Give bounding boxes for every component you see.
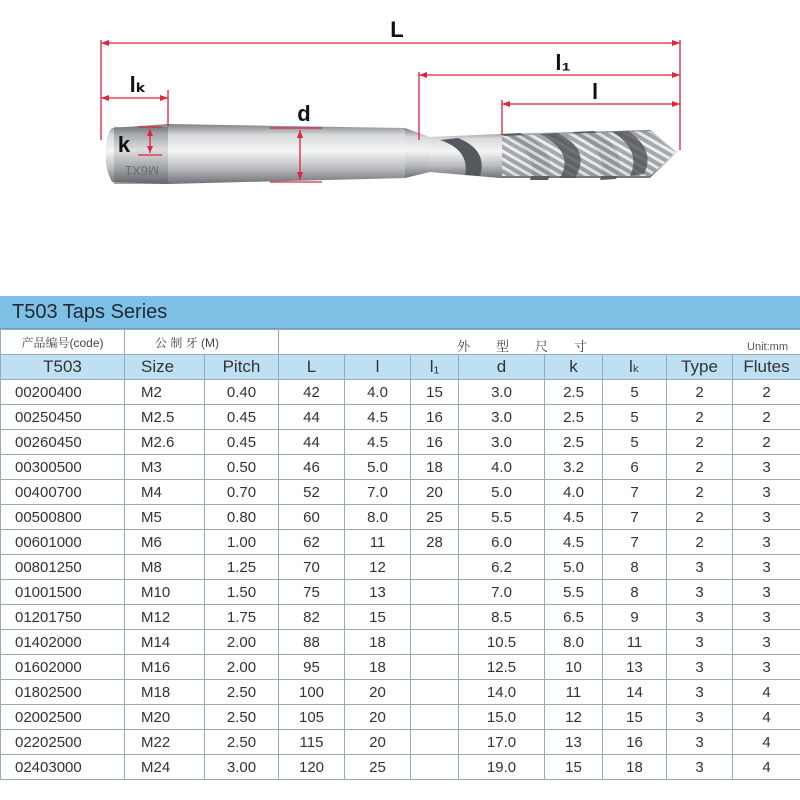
cell-col-flutes: 3 — [733, 555, 800, 580]
cell-col-type: 3 — [667, 580, 733, 605]
cell-col-L: 46 — [279, 455, 345, 480]
cell-col-code: 01201750 — [1, 605, 125, 630]
cell-col-code: 01802500 — [1, 680, 125, 705]
cell-col-size: M20 — [125, 705, 205, 730]
cell-col-size: M2.5 — [125, 405, 205, 430]
cell-col-d: 8.5 — [459, 605, 545, 630]
cell-col-l1 — [411, 705, 459, 730]
cell-col-type: 3 — [667, 655, 733, 680]
cell-col-d: 17.0 — [459, 730, 545, 755]
cell-col-flutes: 3 — [733, 455, 800, 480]
table-row — [1, 655, 800, 680]
cell-col-l1 — [411, 605, 459, 630]
label-lk: lₖ — [129, 72, 147, 97]
cell-col-lk: 9 — [603, 605, 667, 630]
cell-col-type: 3 — [667, 705, 733, 730]
cell-col-k: 4.5 — [545, 505, 603, 530]
cell-col-pitch: 2.50 — [205, 730, 279, 755]
cell-col-type: 2 — [667, 430, 733, 455]
header-col-code: T503 — [1, 355, 125, 380]
cell-col-l1: 15 — [411, 380, 459, 405]
cell-col-d: 6.0 — [459, 530, 545, 555]
table-row — [1, 730, 800, 755]
cell-col-code: 00801250 — [1, 555, 125, 580]
header-col-l: l — [345, 355, 411, 380]
cell-col-code: 00250450 — [1, 405, 125, 430]
cell-col-type: 2 — [667, 530, 733, 555]
cell-col-d: 12.5 — [459, 655, 545, 680]
cell-col-lk: 7 — [603, 480, 667, 505]
header-col-flutes: Flutes — [733, 355, 800, 380]
cell-col-lk: 18 — [603, 755, 667, 780]
cell-col-size: M5 — [125, 505, 205, 530]
header-col-pitch: Pitch — [205, 355, 279, 380]
cell-col-l: 20 — [345, 680, 411, 705]
cell-col-flutes: 2 — [733, 380, 800, 405]
cell-col-l1 — [411, 555, 459, 580]
tap-dimension-drawing — [0, 0, 800, 290]
cell-col-flutes: 2 — [733, 405, 800, 430]
cell-col-L: 62 — [279, 530, 345, 555]
cell-col-L: 100 — [279, 680, 345, 705]
cell-col-k: 11 — [545, 680, 603, 705]
cell-col-lk: 15 — [603, 705, 667, 730]
header-col-l1: l₁ — [411, 355, 459, 380]
table-row — [1, 530, 800, 555]
cell-col-type: 3 — [667, 605, 733, 630]
cell-col-l: 8.0 — [345, 505, 411, 530]
cell-col-lk: 6 — [603, 455, 667, 480]
tap-body — [106, 124, 678, 184]
cell-col-d: 7.0 — [459, 580, 545, 605]
cell-col-d: 14.0 — [459, 680, 545, 705]
cell-col-L: 42 — [279, 380, 345, 405]
table-row — [1, 580, 800, 605]
cell-col-l1: 28 — [411, 530, 459, 555]
cell-col-l: 20 — [345, 730, 411, 755]
cell-col-size: M14 — [125, 630, 205, 655]
cell-col-size: M10 — [125, 580, 205, 605]
cell-col-pitch: 0.80 — [205, 505, 279, 530]
table-row — [1, 430, 800, 455]
cell-col-flutes: 3 — [733, 605, 800, 630]
cell-col-pitch: 0.45 — [205, 430, 279, 455]
cell-col-k: 2.5 — [545, 430, 603, 455]
cell-col-l1 — [411, 680, 459, 705]
header-dimensions: 外 型 尺 寸 — [457, 339, 588, 354]
table-row — [1, 705, 800, 730]
cell-col-pitch: 0.50 — [205, 455, 279, 480]
cell-col-lk: 8 — [603, 555, 667, 580]
cell-col-size: M12 — [125, 605, 205, 630]
header-row-1 — [1, 330, 800, 355]
cell-col-pitch: 0.45 — [205, 405, 279, 430]
cell-col-pitch: 1.75 — [205, 605, 279, 630]
cell-col-L: 44 — [279, 430, 345, 455]
cell-col-lk: 13 — [603, 655, 667, 680]
cell-col-L: 75 — [279, 580, 345, 605]
cell-col-l1 — [411, 730, 459, 755]
cell-col-l: 11 — [345, 530, 411, 555]
cell-col-type: 3 — [667, 755, 733, 780]
cell-col-flutes: 4 — [733, 755, 800, 780]
cell-col-lk: 11 — [603, 630, 667, 655]
cell-col-l1: 16 — [411, 430, 459, 455]
shank-marking-text: M6X1 — [125, 163, 159, 178]
cell-col-l1 — [411, 755, 459, 780]
table-row — [1, 455, 800, 480]
cell-col-code: 00200400 — [1, 380, 125, 405]
header-col-L: L — [279, 355, 345, 380]
header-col-type: Type — [667, 355, 733, 380]
cell-col-L: 60 — [279, 505, 345, 530]
cell-col-l: 4.5 — [345, 430, 411, 455]
cell-col-L: 95 — [279, 655, 345, 680]
cell-col-code: 00300500 — [1, 455, 125, 480]
header-metric-thread: 公 制 牙 (M) — [125, 330, 279, 355]
cell-col-size: M6 — [125, 530, 205, 555]
cell-col-code: 02202500 — [1, 730, 125, 755]
cell-col-d: 15.0 — [459, 705, 545, 730]
cell-col-L: 70 — [279, 555, 345, 580]
cell-col-l1: 16 — [411, 405, 459, 430]
cell-col-k: 8.0 — [545, 630, 603, 655]
cell-col-type: 3 — [667, 555, 733, 580]
cell-col-lk: 14 — [603, 680, 667, 705]
cell-col-l1: 25 — [411, 505, 459, 530]
cell-col-k: 2.5 — [545, 405, 603, 430]
cell-col-d: 4.0 — [459, 455, 545, 480]
cell-col-code: 00601000 — [1, 530, 125, 555]
table-row — [1, 680, 800, 705]
cell-col-l: 18 — [345, 630, 411, 655]
cell-col-L: 82 — [279, 605, 345, 630]
cell-col-L: 120 — [279, 755, 345, 780]
cell-col-size: M4 — [125, 480, 205, 505]
cell-col-code: 01602000 — [1, 655, 125, 680]
cell-col-d: 19.0 — [459, 755, 545, 780]
cell-col-type: 2 — [667, 505, 733, 530]
cell-col-k: 4.5 — [545, 530, 603, 555]
cell-col-type: 3 — [667, 630, 733, 655]
cell-col-l: 15 — [345, 605, 411, 630]
cell-col-lk: 5 — [603, 380, 667, 405]
cell-col-flutes: 3 — [733, 530, 800, 555]
cell-col-d: 3.0 — [459, 405, 545, 430]
cell-col-pitch: 3.00 — [205, 755, 279, 780]
cell-col-pitch: 2.00 — [205, 630, 279, 655]
cell-col-flutes: 3 — [733, 655, 800, 680]
cell-col-L: 105 — [279, 705, 345, 730]
label-l: l — [591, 79, 599, 104]
table-row — [1, 480, 800, 505]
label-d: d — [297, 101, 311, 126]
cell-col-lk: 8 — [603, 580, 667, 605]
cell-col-d: 5.5 — [459, 505, 545, 530]
cell-col-lk: 5 — [603, 405, 667, 430]
cell-col-type: 3 — [667, 730, 733, 755]
cell-col-flutes: 3 — [733, 630, 800, 655]
header-row-2 — [1, 355, 800, 380]
cell-col-flutes: 3 — [733, 505, 800, 530]
cell-col-pitch: 2.50 — [205, 680, 279, 705]
table-title: T503 Taps Series — [12, 301, 168, 323]
table-row — [1, 505, 800, 530]
cell-col-code: 02002500 — [1, 705, 125, 730]
header-col-lk: lₖ — [603, 355, 667, 380]
cell-col-k: 5.5 — [545, 580, 603, 605]
cell-col-l1: 18 — [411, 455, 459, 480]
cell-col-l: 12 — [345, 555, 411, 580]
cell-col-k: 5.0 — [545, 555, 603, 580]
header-dimensions-cell — [279, 330, 800, 355]
cell-col-type: 2 — [667, 455, 733, 480]
cell-col-flutes: 3 — [733, 480, 800, 505]
cell-col-k: 6.5 — [545, 605, 603, 630]
cell-col-d: 5.0 — [459, 480, 545, 505]
cell-col-pitch: 2.50 — [205, 705, 279, 730]
cell-col-l: 13 — [345, 580, 411, 605]
cell-col-size: M2 — [125, 380, 205, 405]
header-col-k: k — [545, 355, 603, 380]
cell-col-l: 4.5 — [345, 405, 411, 430]
header-col-d: d — [459, 355, 545, 380]
cell-col-pitch: 1.00 — [205, 530, 279, 555]
cell-col-k: 10 — [545, 655, 603, 680]
cell-col-k: 13 — [545, 730, 603, 755]
cell-col-l1 — [411, 580, 459, 605]
cell-col-k: 2.5 — [545, 380, 603, 405]
spec-table — [0, 329, 800, 780]
cell-col-l: 7.0 — [345, 480, 411, 505]
cell-col-pitch: 0.40 — [205, 380, 279, 405]
cell-col-size: M8 — [125, 555, 205, 580]
cell-col-size: M3 — [125, 455, 205, 480]
cell-col-L: 88 — [279, 630, 345, 655]
cell-col-l1 — [411, 630, 459, 655]
table-row — [1, 630, 800, 655]
cell-col-d: 10.5 — [459, 630, 545, 655]
label-L: L — [390, 17, 404, 42]
cell-col-code: 00260450 — [1, 430, 125, 455]
cell-col-pitch: 1.25 — [205, 555, 279, 580]
cell-col-type: 2 — [667, 480, 733, 505]
cell-col-type: 2 — [667, 405, 733, 430]
cell-col-d: 3.0 — [459, 380, 545, 405]
cell-col-size: M18 — [125, 680, 205, 705]
cell-col-d: 3.0 — [459, 430, 545, 455]
cell-col-k: 15 — [545, 755, 603, 780]
cell-col-L: 52 — [279, 480, 345, 505]
cell-col-size: M24 — [125, 755, 205, 780]
table-body — [1, 380, 800, 780]
cell-col-type: 3 — [667, 680, 733, 705]
table-row — [1, 755, 800, 780]
cell-col-l: 5.0 — [345, 455, 411, 480]
cell-col-l: 4.0 — [345, 380, 411, 405]
cell-col-d: 6.2 — [459, 555, 545, 580]
cell-col-code: 01402000 — [1, 630, 125, 655]
cell-col-l1: 20 — [411, 480, 459, 505]
header-col-size: Size — [125, 355, 205, 380]
label-l1: l₁ — [555, 50, 571, 75]
cell-col-L: 44 — [279, 405, 345, 430]
cell-col-flutes: 4 — [733, 730, 800, 755]
label-k: k — [117, 132, 131, 157]
cell-col-flutes: 4 — [733, 680, 800, 705]
cell-col-size: M2.6 — [125, 430, 205, 455]
cell-col-lk: 5 — [603, 430, 667, 455]
cell-col-flutes: 2 — [733, 430, 800, 455]
header-unit: Unit:mm — [747, 341, 788, 353]
cell-col-L: 115 — [279, 730, 345, 755]
cell-col-code: 00500800 — [1, 505, 125, 530]
cell-col-k: 4.0 — [545, 480, 603, 505]
cell-col-pitch: 1.50 — [205, 580, 279, 605]
cell-col-code: 00400700 — [1, 480, 125, 505]
cell-col-code: 02403000 — [1, 755, 125, 780]
cell-col-l: 18 — [345, 655, 411, 680]
cell-col-pitch: 2.00 — [205, 655, 279, 680]
cell-col-k: 3.2 — [545, 455, 603, 480]
cell-col-l: 20 — [345, 705, 411, 730]
cell-col-size: M16 — [125, 655, 205, 680]
cell-col-flutes: 4 — [733, 705, 800, 730]
table-title-bar — [0, 296, 800, 329]
cell-col-l1 — [411, 655, 459, 680]
table-row — [1, 555, 800, 580]
table-row — [1, 405, 800, 430]
cell-col-l: 25 — [345, 755, 411, 780]
header-code: 产品编号(code) — [1, 330, 125, 355]
table-row — [1, 605, 800, 630]
cell-col-lk: 16 — [603, 730, 667, 755]
cell-col-pitch: 0.70 — [205, 480, 279, 505]
cell-col-lk: 7 — [603, 505, 667, 530]
cell-col-size: M22 — [125, 730, 205, 755]
cell-col-k: 12 — [545, 705, 603, 730]
cell-col-type: 2 — [667, 380, 733, 405]
cell-col-flutes: 3 — [733, 580, 800, 605]
cell-col-lk: 7 — [603, 530, 667, 555]
cell-col-code: 01001500 — [1, 580, 125, 605]
table-row — [1, 380, 800, 405]
